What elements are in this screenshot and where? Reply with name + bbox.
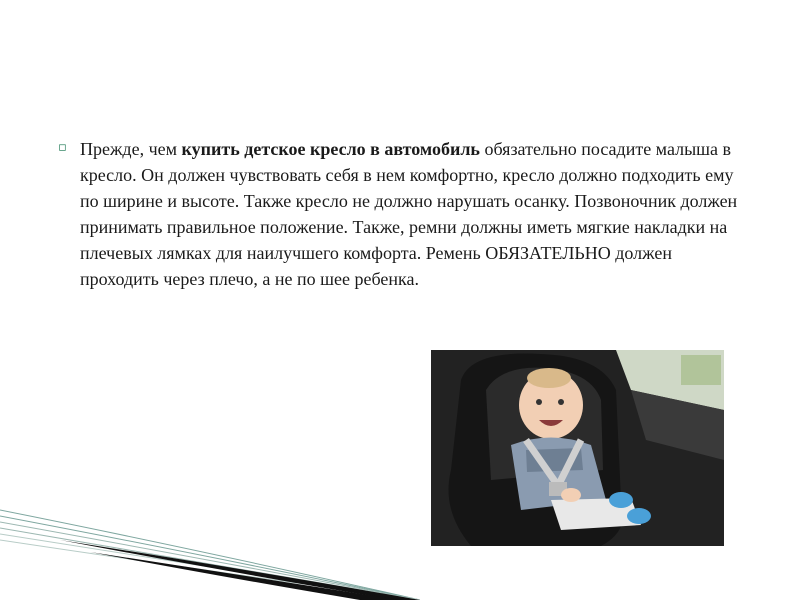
paragraph-text — [80, 136, 752, 292]
bullet-item — [58, 136, 758, 292]
square-bullet-icon: ▫ — [58, 140, 67, 155]
paragraph-prefix: Прежде, чем — [80, 139, 182, 159]
decorative-swoosh-lines — [0, 480, 420, 600]
photo-illustration — [431, 350, 724, 546]
paragraph-bold-link-text: купить детское кресло в автомобиль — [181, 139, 480, 159]
baby-car-seat-photo — [431, 350, 724, 546]
paragraph-suffix: обязательно посадите малыша в кресло. Он должен чувствовать себя в нем комфортно, кресло должно подходить ему по ширине и высоте. Также кресло не должно нарушать осанку. Позвоночник должен принимать правильное положение. Также, ремни должны иметь мягкие накладки на плечевых лямках для наилучшего комфорта. Ремень ОБЯЗАТЕЛЬНО должен проходить через плечо, а не по шее ребенка. — [80, 139, 738, 289]
